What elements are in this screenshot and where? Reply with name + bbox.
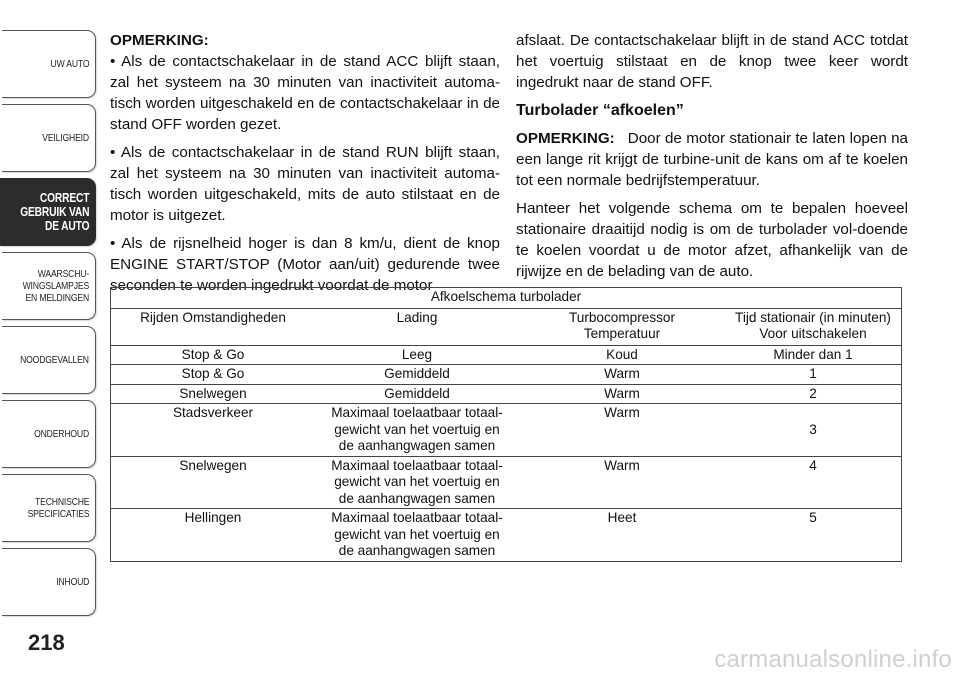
tab-label: CORRECT GEBRUIK VAN DE AUTO <box>19 191 89 233</box>
tab-label: TECHNISCHE SPECIFICATIES <box>27 496 89 520</box>
table-caption: Afkoelschema turbolader <box>111 288 902 309</box>
note-text: Door de motor stationair te laten lopen na een lange rit krijgt de turbine-unit de kans om af te koelen tot een normale bedrijfstemperatuur. <box>516 130 908 189</box>
tab-label: UW AUTO <box>50 58 89 70</box>
table-cell: Stadsverkeer <box>111 404 316 457</box>
table-cell: Gemiddeld <box>315 384 519 404</box>
column-header: Turbocompressor Temperatuur <box>519 308 725 345</box>
table-cell: Snelwegen <box>111 456 316 509</box>
table-cell: Snelwegen <box>111 384 316 404</box>
table-cell: Gemiddeld <box>315 365 519 385</box>
table-cell: 3 <box>725 404 902 457</box>
table-cell: Maximaal toelaatbaar totaal- gewicht van het voertuig en de aanhangwagen samen <box>315 509 519 562</box>
note-paragraph <box>516 128 908 191</box>
table-cell: Maximaal toelaatbaar totaal- gewicht van het voertuig en de aanhangwagen samen <box>315 404 519 457</box>
table-row <box>111 456 902 509</box>
cooling-schedule-table <box>110 287 902 562</box>
tab-inhoud[interactable] <box>2 548 96 616</box>
note-label: OPMERKING: <box>110 32 209 49</box>
bullet-item: • Als de contactschakelaar in de stand RUN blijft staan, zal het systeem na 30 minuten van inactiviteit automa-tisch worden uitgeschakeld, mits de auto stilstaat en de motor is uitgezet. <box>110 144 500 224</box>
tab-label: VEILIGHEID <box>42 132 89 144</box>
table-cell: Warm <box>519 365 725 385</box>
right-column <box>516 30 908 289</box>
table-cell: 2 <box>725 384 902 404</box>
tab-veiligheid[interactable] <box>2 104 96 172</box>
tab-onderhoud[interactable] <box>2 400 96 468</box>
table-cell: Hellingen <box>111 509 316 562</box>
table-cell: Warm <box>519 456 725 509</box>
table-cell: Koud <box>519 345 725 365</box>
table-row <box>111 365 902 385</box>
column-header: Lading <box>315 308 519 345</box>
tab-waarschuwingslampjes[interactable] <box>2 252 96 320</box>
watermark: carmanualsonline.info <box>714 646 952 673</box>
table-cell: Warm <box>519 404 725 457</box>
body-paragraph: Hanteer het volgende schema om te bepalen hoeveel stationaire draaitijd nodig is om de turbolader vol-doende te koelen voordat u de motor afzet, afhankelijk van de rijwijze en de belading van de auto. <box>516 200 908 280</box>
tab-label: NOODGEVALLEN <box>20 354 89 366</box>
table-row <box>111 384 902 404</box>
tab-technische-specificaties[interactable] <box>2 474 96 542</box>
table-cell: 4 <box>725 456 902 509</box>
page-number: 218 <box>28 630 65 655</box>
table-cell: Warm <box>519 384 725 404</box>
tab-noodgevallen[interactable] <box>2 326 96 394</box>
table-row <box>111 404 902 457</box>
table-cell: Stop & Go <box>111 365 316 385</box>
table-cell: Stop & Go <box>111 345 316 365</box>
table-row <box>111 509 902 562</box>
tab-label: ONDERHOUD <box>34 428 89 440</box>
section-heading: Turbolader “afkoelen” <box>516 102 684 119</box>
tab-label: WAARSCHU- WINGSLAMPJES EN MELDINGEN <box>22 268 89 304</box>
tab-uw-auto[interactable] <box>2 30 96 98</box>
bullet-item: • Als de rijsnelheid hoger is dan 8 km/u, dient de knop ENGINE START/STOP (Motor aan/uit) gedurende twee seconden te worden ingedrukt voordat de motor <box>110 235 500 294</box>
table-cell: Heet <box>519 509 725 562</box>
continuation-paragraph: afslaat. De contactschakelaar blijft in de stand ACC totdat het voertuig stilstaat en de knop twee keer wordt ingedrukt naar de stand OFF. <box>516 32 908 91</box>
table-cell: Maximaal toelaatbaar totaal- gewicht van het voertuig en de aanhangwagen samen <box>315 456 519 509</box>
bullet-item: • Als de contactschakelaar in de stand ACC blijft staan, zal het systeem na 30 minuten van inactiviteit automa-tisch worden uitgeschakeld en de contactschakelaar in de stand OFF worden gezet. <box>110 53 500 133</box>
left-column <box>110 30 500 303</box>
table-cell: 5 <box>725 509 902 562</box>
column-header: Tijd stationair (in minuten) Voor uitschakelen <box>725 308 902 345</box>
column-header: Rijden Omstandigheden <box>111 308 316 345</box>
tab-label: INHOUD <box>56 576 89 588</box>
table-row <box>111 345 902 365</box>
note-label: OPMERKING: <box>516 130 615 147</box>
table-cell: Leeg <box>315 345 519 365</box>
table-cell: 1 <box>725 365 902 385</box>
tab-correct-gebruik[interactable] <box>0 178 96 246</box>
table-cell: Minder dan 1 <box>725 345 902 365</box>
